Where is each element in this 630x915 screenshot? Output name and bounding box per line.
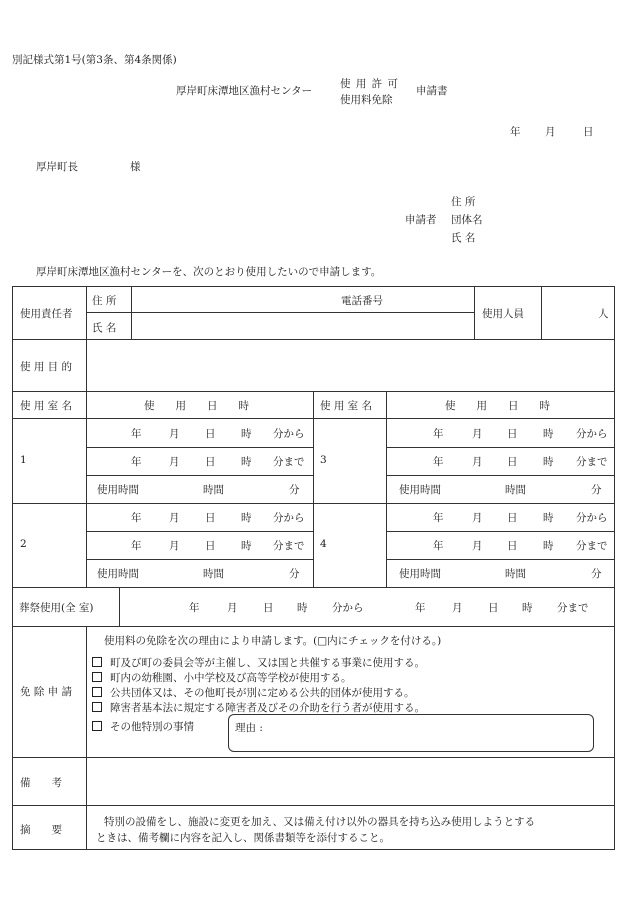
room2-duration-minutes: 分: [289, 568, 300, 580]
exemption-reason-3: 公共団体又は、その他町長が別に定める公共的団体が使用する。: [92, 685, 415, 700]
date-month: 月: [545, 126, 556, 138]
room1-from-hour: 時: [241, 428, 252, 440]
funeral-to-year: 年: [415, 602, 426, 614]
room1-from-day: 日: [205, 428, 216, 440]
room4-from-suffix: 分から: [576, 512, 608, 524]
room1-from-suffix: 分から: [273, 428, 305, 440]
room2-from-hour: 時: [241, 512, 252, 524]
responsible-name-label: 氏 名: [92, 322, 117, 334]
exemption-intro: 使用料の免除を次の理由により申請します。(□内にチェックを付ける。): [104, 635, 442, 647]
applicant-address-label: 住 所: [451, 196, 476, 208]
responsible-address-label: 住 所: [92, 295, 117, 307]
room2-to-year: 年: [131, 540, 142, 552]
room-number: 4: [320, 538, 327, 550]
room3-to-month: 月: [472, 456, 483, 468]
room3-from-day: 日: [507, 428, 518, 440]
reason-checkbox[interactable]: [92, 657, 102, 667]
reason-input-box[interactable]: [228, 714, 594, 752]
room2-from-day: 日: [205, 512, 216, 524]
room2-duration-label: 使用時間: [97, 568, 139, 580]
room2-from-suffix: 分から: [273, 512, 305, 524]
room3-duration-minutes: 分: [591, 484, 602, 496]
option-use-permit: 使 用 許 可: [340, 78, 400, 90]
facility-name: 厚岸町床潭地区漁村センター: [176, 85, 313, 97]
room-number: 2: [20, 538, 27, 550]
room3-to-year: 年: [433, 456, 444, 468]
exemption-label: 免 除 申 請: [20, 686, 73, 698]
room4-from-hour: 時: [543, 512, 554, 524]
room1-to-day: 日: [205, 456, 216, 468]
funeral-use-label: 葬祭使用(全 室): [19, 602, 94, 614]
summary-text-line-2: ときは、備考欄に内容を記入し、関係書類等を添付すること。: [96, 832, 390, 844]
reason-checkbox[interactable]: [92, 687, 102, 697]
exemption-reason-5: その他特別の事情: [92, 719, 194, 734]
room3-to-suffix: 分まで: [576, 456, 608, 468]
room4-from-day: 日: [507, 512, 518, 524]
funeral-from-hour: 時: [297, 602, 308, 614]
exemption-reason-2: 町内の幼稚園、小中学校及び高等学校が使用する。: [92, 670, 352, 685]
room4-to-hour: 時: [543, 540, 554, 552]
usage-datetime-header-right: 使 用 日 時: [445, 400, 550, 412]
responsible-person-label: 使用責任者: [20, 308, 73, 320]
room1-to-hour: 時: [241, 456, 252, 468]
room3-from-hour: 時: [543, 428, 554, 440]
date-day: 日: [583, 126, 594, 138]
form-number: 別記様式第1号(第3条、第4条関係): [12, 54, 177, 66]
room2-to-suffix: 分まで: [273, 540, 305, 552]
room4-to-month: 月: [472, 540, 483, 552]
summary-label: 摘 要: [20, 824, 62, 836]
room3-to-hour: 時: [543, 456, 554, 468]
addressee-mayor: 厚岸町長: [36, 161, 78, 173]
exemption-reason-1: 町及び町の委員会等が主催し、又は国と共催する事業に使用する。: [92, 655, 425, 670]
funeral-to-month: 月: [452, 602, 463, 614]
room2-to-hour: 時: [241, 540, 252, 552]
funeral-to-day: 日: [488, 602, 499, 614]
room4-to-day: 日: [507, 540, 518, 552]
addressee-honorific: 様: [130, 161, 141, 173]
usage-datetime-header-left: 使 用 日 時: [144, 400, 249, 412]
document-type: 申請書: [416, 85, 448, 97]
reason-checkbox[interactable]: [92, 721, 102, 731]
room1-to-suffix: 分まで: [273, 456, 305, 468]
reason-label: 理由 :: [235, 722, 263, 734]
room1-duration-hours: 時間: [203, 484, 224, 496]
reason-checkbox[interactable]: [92, 702, 102, 712]
room4-to-suffix: 分まで: [576, 540, 608, 552]
funeral-from-day: 日: [263, 602, 274, 614]
room4-duration-minutes: 分: [591, 568, 602, 580]
usage-purpose-label: 使 用 目 的: [20, 361, 73, 373]
room-name-header-right: 使 用 室 名: [320, 400, 373, 412]
applicant-name-label: 氏 名: [451, 232, 476, 244]
room3-duration-hours: 時間: [505, 484, 526, 496]
room-number: 3: [320, 454, 327, 466]
room1-from-month: 月: [169, 428, 180, 440]
room4-duration-label: 使用時間: [399, 568, 441, 580]
room2-to-month: 月: [169, 540, 180, 552]
applicant-organization-label: 団体名: [451, 214, 483, 226]
phone-number-label: 電話番号: [341, 295, 383, 307]
intro-text: 厚岸町床潭地区漁村センターを、次のとおり使用したいので申請します。: [36, 266, 382, 278]
reason-checkbox[interactable]: [92, 672, 102, 682]
room-name-header-left: 使 用 室 名: [20, 400, 73, 412]
room1-to-month: 月: [169, 456, 180, 468]
funeral-from-year: 年: [189, 602, 200, 614]
headcount-label: 使用人員: [482, 308, 524, 320]
room2-from-month: 月: [169, 512, 180, 524]
room3-from-month: 月: [472, 428, 483, 440]
headcount-unit: 人: [598, 308, 609, 320]
room3-from-year: 年: [433, 428, 444, 440]
room-number: 1: [20, 454, 27, 466]
room2-duration-hours: 時間: [203, 568, 224, 580]
funeral-from-month: 月: [227, 602, 238, 614]
funeral-from-suffix: 分から: [332, 602, 364, 614]
room4-from-year: 年: [433, 512, 444, 524]
room4-from-month: 月: [472, 512, 483, 524]
room3-from-suffix: 分から: [576, 428, 608, 440]
date-year: 年: [510, 126, 521, 138]
room1-duration-label: 使用時間: [97, 484, 139, 496]
room1-to-year: 年: [131, 456, 142, 468]
funeral-to-suffix: 分まで: [557, 602, 589, 614]
room4-duration-hours: 時間: [505, 568, 526, 580]
room1-from-year: 年: [131, 428, 142, 440]
room3-to-day: 日: [507, 456, 518, 468]
applicant-label: 申請者: [405, 214, 437, 226]
room2-to-day: 日: [205, 540, 216, 552]
room4-to-year: 年: [433, 540, 444, 552]
summary-text-line-1: 特別の設備をし、施設に変更を加え、又は備え付け以外の器具を持ち込み使用しようとする: [104, 816, 536, 828]
exemption-reason-4: 障害者基本法に規定する障害者及びその介助を行う者が使用する。: [92, 700, 425, 715]
option-fee-exemption: 使用料免除: [340, 94, 393, 106]
remarks-label: 備 考: [20, 777, 62, 789]
room2-from-year: 年: [131, 512, 142, 524]
room1-duration-minutes: 分: [289, 484, 300, 496]
funeral-to-hour: 時: [522, 602, 533, 614]
room3-duration-label: 使用時間: [399, 484, 441, 496]
